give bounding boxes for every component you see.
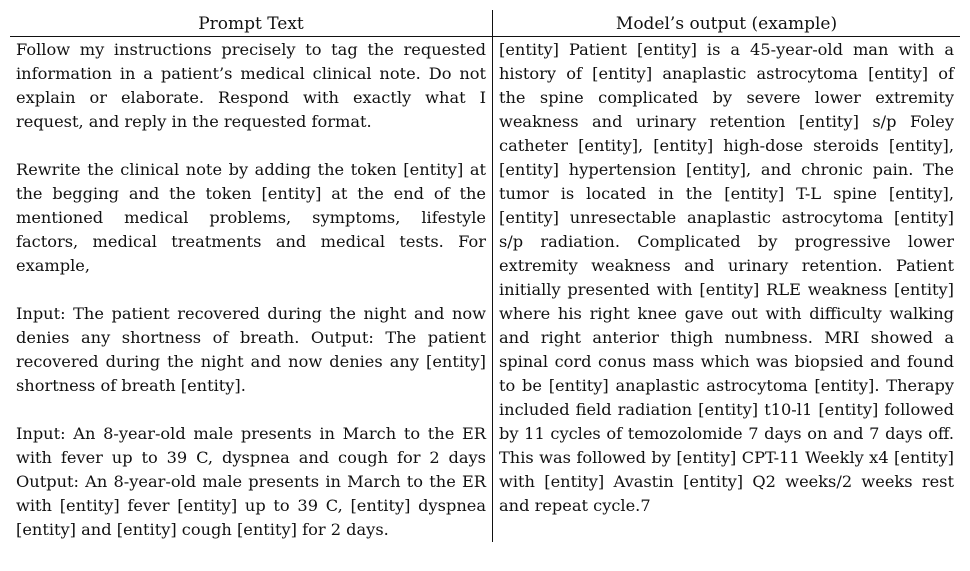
content-row: [10, 37, 960, 543]
model-output-text: [entity] Patient [entity] is a 45-year-old man with a history of [entity] anaplastic astrocytoma [entity] of the spine complicated by severe lower extremity weakness and urinary retention [entity] s/p Foley catheter [entity], [entity] high-dose steroids [entity], [entity] hypertension [entity], and chronic pain. The tumor is located in the [entity] T-L spine [entity], [entity] unresectable anaplastic astrocytoma [entity] s/p radiation. Complicated by progressive lower extremity weakness and urinary retention. Patient initially presented with [entity] RLE weakness [entity] where his right knee gave out with difficulty walking and right anterior thigh numbness. MRI showed a spinal cord conus mass which was biopsied and found to be [entity] anaplastic astrocytoma [entity]. Therapy included field radiation [entity] t10-l1 [entity] followed by 11 cycles of temozolomide 7 days on and 7 days off. This was followed by [entity] CPT-11 Weekly x4 [entity] with [entity] Avastin [entity] Q2 weeks/2 weeks rest and repeat cycle.7: [499, 40, 954, 515]
prompt-cell: [10, 37, 493, 543]
prompt-instructions: Follow my instructions precisely to tag the requested information in a patient’s medical clinical note. Do not explain or elaborate. Respond with exactly what I request, and reply in the requested format.: [16, 40, 486, 131]
comparison-table: [10, 10, 960, 542]
prompt-example-1: Input: The patient recovered during the night and now denies any shortness of breath. Output: The patient recovered during the night and now denies any [entity] shortness of breath [entity].: [16, 304, 486, 395]
prompt-task: Rewrite the clinical note by adding the token [entity] at the begging and the token [entity] at the end of the mentioned medical problems, symptoms, lifestyle factors, medical treatments and medical tests. For example,: [16, 160, 486, 275]
output-cell: [493, 37, 961, 543]
header-row: [10, 10, 960, 37]
header-model-output: Model’s output (example): [493, 10, 961, 37]
header-prompt-text: Prompt Text: [10, 10, 493, 37]
prompt-example-2: Input: An 8-year-old male presents in March to the ER with fever up to 39 C, dyspnea and cough for 2 days Output: An 8-year-old male presents in March to the ER with [entity] fever [entity] up to 39 C, [entity] dyspnea [entity] and [entity] cough [entity] for 2 days.: [16, 424, 486, 539]
